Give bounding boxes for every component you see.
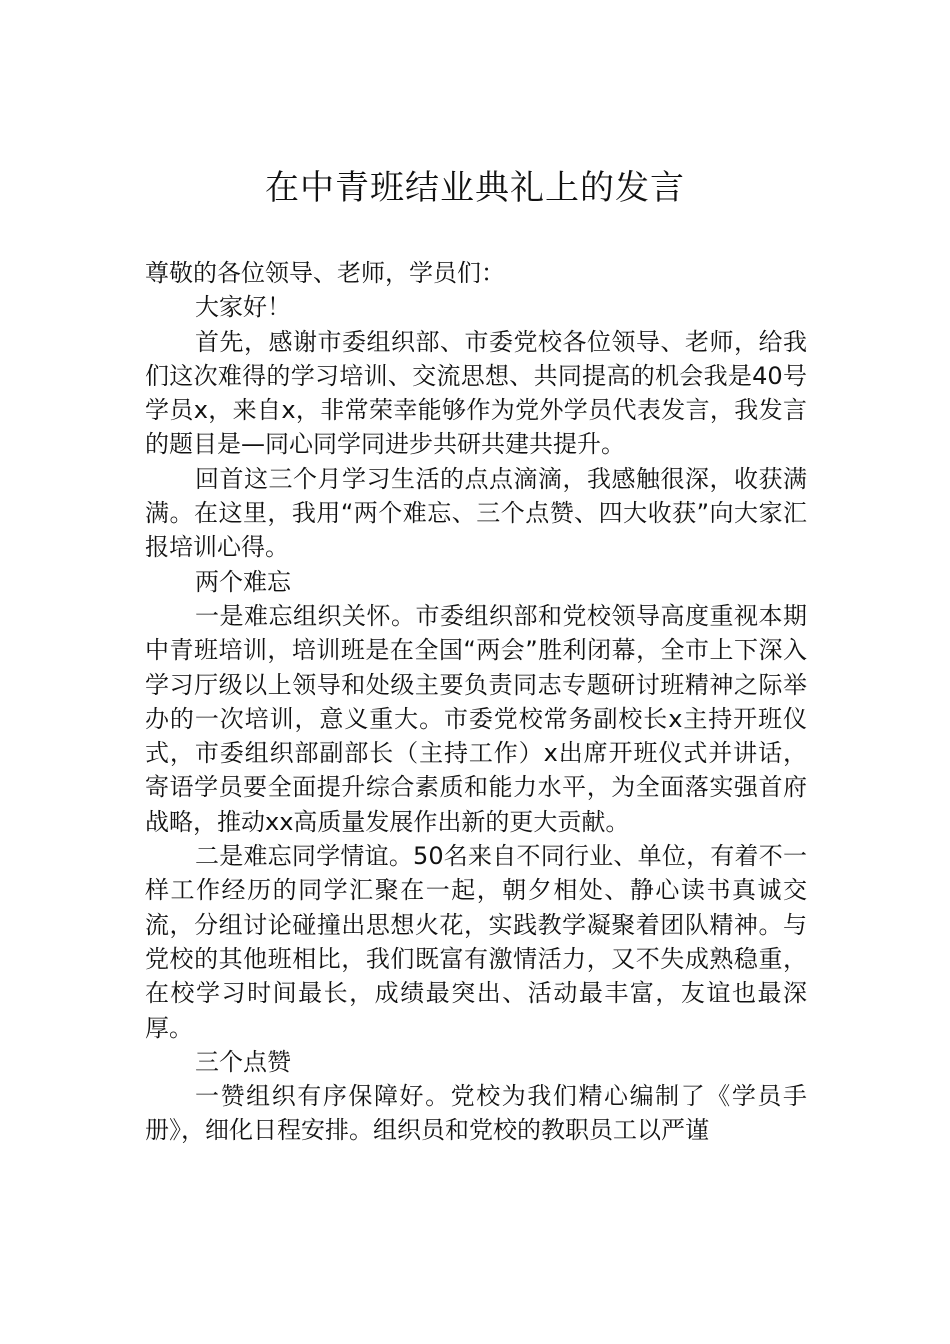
- section-heading-two-memories: 两个难忘: [195, 567, 291, 596]
- greeting: 大家好！: [195, 293, 291, 322]
- salutation: 尊敬的各位领导、老师，学员们：: [145, 259, 505, 287]
- document-title: 在中青班结业典礼上的发言: [265, 168, 685, 208]
- paragraph-organization-care: 一是难忘组织关怀。市委组织部和党校领导高度重视本期中青班培训，培训班是在全国“两会”胜利闭幕，全市上下深入学习厅级以上领导和处级主要负责同志专题研讨班精神之际举办的一次培训，意义重大。市委党校常务副校长x主持开班仪式，市委组织部副部长（主持工作）x出席开班仪式并讲话，寄语学员要全面提升综合素质和能力水平，为全面落实强首府战略，推动xx高质量发展作出新的更大贡献。: [145, 601, 807, 836]
- document-body: [145, 256, 807, 1148]
- paragraph-review: 回首这三个月学习生活的点点滴滴，我感触很深，收获满满。在这里，我用“两个难忘、三个点赞、四大收获”向大家汇报培训心得。: [145, 464, 807, 562]
- paragraph-classmate-friendship: 二是难忘同学情谊。50名来自不同行业、单位，有着不一样工作经历的同学汇聚在一起，朝夕相处、静心读书真诚交流，分组讨论碰撞出思想火花，实践教学凝聚着团队精神。与党校的其他班相比，我们既富有激情活力，又不失成熟稳重，在校学习时间最长，成绩最突出、活动最丰富，友谊也最深厚。: [145, 842, 807, 1042]
- paragraph-first-praise: 一赞组织有序保障好。党校为我们精心编制了《学员手册》，细化日程安排。组织员和党校的教职员工以严谨: [145, 1082, 807, 1145]
- paragraph-intro: 首先，感谢市委组织部、市委党校各位领导、老师，给我们这次难得的学习培训、交流思想、共同提高的机会我是40号学员x，来自x，非常荣幸能够作为党外学员代表发言，我发言的题目是—同心同学同进步共研共建共提升。: [145, 327, 807, 459]
- section-heading-three-praises: 三个点赞: [195, 1047, 291, 1076]
